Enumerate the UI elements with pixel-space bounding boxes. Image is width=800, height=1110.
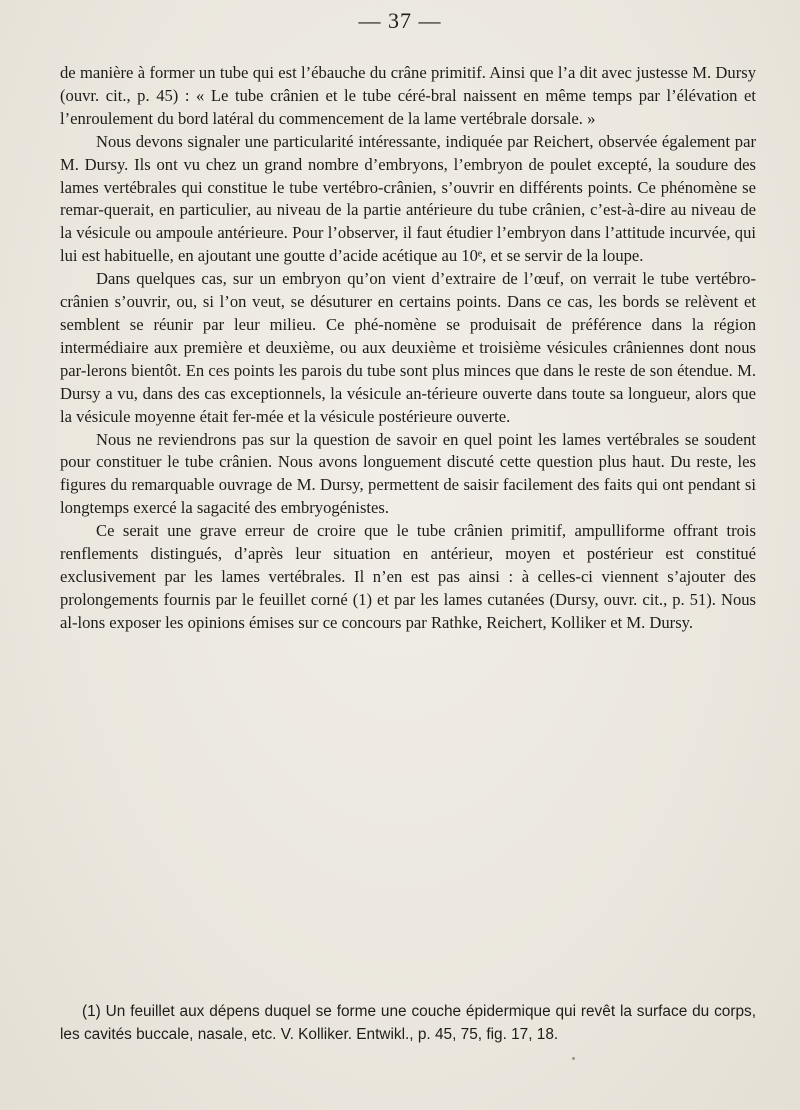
paper-speck	[572, 1057, 575, 1060]
paragraph-4: Nous ne reviendrons pas sur la question de savoir en quel point les lames vertébrales se soudent pour constituer le tube crânien. Nous avons longuement discuté cette question plus haut. Du reste, les figures du remarquable ouvrage de M. Dursy, permettent de saisir facilement des faits qui ont pendant si longtemps exercé la sagacité des embryogénistes.	[60, 429, 756, 518]
body-text	[60, 62, 756, 635]
paragraph-2: Nous devons signaler une particularité intéressante, indiquée par Reichert, observée également par M. Dursy. Ils ont vu chez un grand nombre d’embryons, l’embryon de poulet excepté, la soudure des lames vertébrales qui constitue le tube vertébro-crânien, s’ouvrir en différents points. Ce phénomène se remar-querait, en particulier, au niveau de la partie antérieure du tube crânien, c’est-à-dire au niveau de la vésicule ou ampoule antérieure. Pour l’observer, il faut étudier l’embryon dans l’attitude incurvée, qui lui est habituelle, en ajoutant une goutte d’acide acétique au 10ᵉ, et se servir de la loupe.	[60, 131, 756, 266]
paragraph-1: de manière à former un tube qui est l’ébauche du crâne primitif. Ainsi que l’a dit avec justesse M. Dursy (ouvr. cit., p. 45) : « Le tube crânien et le tube céré-bral naissent en même temps par l’élévation et l’enroulement du bord latéral du commencement de la lame vertébrale dorsale. »	[60, 63, 756, 128]
paragraph-5: Ce serait une grave erreur de croire que le tube crânien primitif, ampulliforme offrant trois renflements distingués, d’après leur situation en antérieur, moyen et postérieur est constitué exclusivement par les lames vertébrales. Il n’en est pas ainsi : à celles-ci viennent s’ajouter des prolongements fournis par le feuillet corné (1) et par les lames cutanées (Dursy, ouvr. cit., p. 51). Nous al-lons exposer les opinions émises sur ce concours par Rathke, Reichert, Kolliker et M. Dursy.	[60, 521, 756, 632]
footnote: (1) Un feuillet aux dépens duquel se forme une couche épidermique qui revêt la surface du corps, les cavités buccale, nasale, etc. V. Kolliker. Entwikl., p. 45, 75, fig. 17, 18.	[60, 1003, 756, 1043]
page-number: — 37 —	[358, 8, 442, 33]
paragraph-3: Dans quelques cas, sur un embryon qu’on vient d’extraire de l’œuf, on verrait le tube vertébro-crânien s’ouvrir, ou, si l’on veut, se désuturer en certains points. Dans ce cas, les bords se relèvent et semblent se réunir par leur milieu. Ce phé-nomène se produisait de préférence dans la région intermédiaire aux première et deuxième, ou aux deuxième et troisième vésicules crâniennes dont nous par-lerons bientôt. En ces points les parois du tube sont plus minces que dans le reste de son étendue. M. Dursy a vu, dans des cas exceptionnels, la vésicule an-térieure ouverte dans toute sa longueur, alors que la vésicule moyenne était fer-mée et la vésicule postérieure ouverte.	[60, 269, 756, 426]
